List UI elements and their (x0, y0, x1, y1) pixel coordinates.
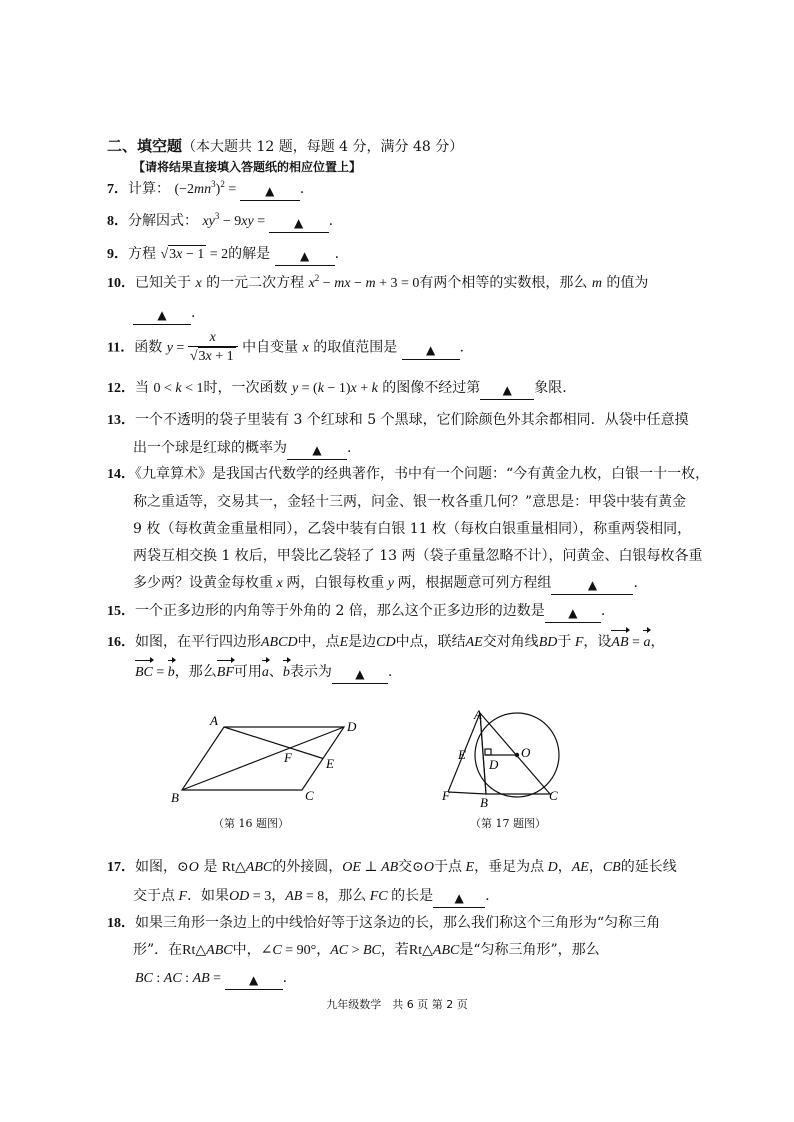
label-c: C (305, 788, 314, 803)
label-o: O (521, 745, 531, 760)
answer-blank[interactable]: ▲ (269, 215, 329, 233)
answer-blank[interactable]: ▲ (551, 577, 633, 595)
answer-blank[interactable]: ▲ (480, 382, 534, 400)
question-11: 11．函数 y = $\frac{x}{√3x + 1}$ 中自变量 x 的取值范围是 ▲ . (107, 330, 465, 364)
answer-blank[interactable]: ▲ (402, 342, 460, 360)
answer-blank[interactable]: ▲ (433, 890, 485, 908)
answer-blank[interactable]: ▲ (225, 972, 283, 990)
question-18-line3: BC : AC : AB = ▲ . (135, 968, 287, 990)
figure-16-parallelogram (160, 710, 380, 810)
label-f: F (284, 750, 292, 765)
label-e: E (326, 756, 334, 771)
page-footer: 九年级数学 共 6 页 第 2 页 (326, 998, 468, 1011)
label-b: B (171, 790, 179, 805)
answer-blank[interactable]: ▲ (275, 248, 335, 266)
question-14: 14．《九章算术》是我国古代数学的经典著作，书中有一个问题：“今有黄金九枚，白银一十一枚， (107, 466, 710, 482)
label-c: C (549, 788, 558, 803)
question-16: 16．如图，在平行四边形ABCD中，点E是边CD中点，联结AE交对角线BD于 F，设AB = a， (107, 632, 664, 653)
question-18-line2: 形”．在Rt△ABC中，∠C = 90°，AC > BC，若Rt△ABC是“匀称三角形”，那么 (133, 942, 600, 958)
answer-blank[interactable]: ▲ (133, 307, 191, 325)
answer-blank[interactable]: ▲ (287, 442, 347, 460)
question-14-line3: 9 枚（每枚黄金重量相同），乙袋中装有白银 11 枚（每枚白银重量相同），称重两袋相同， (133, 521, 692, 537)
section-title: 二、填空题（本大题共 12 题，每题 4 分，满分 48 分） (107, 137, 464, 155)
question-10: 10．已知关于 x 的一元二次方程 $x^2$ − mx − m + 3 = 0有两个相等的实数根，那么 m 的值为 (107, 273, 649, 291)
question-17: 17．如图，⊙O 是 Rt△ABC的外接圆，OE ⊥ AB交⊙O于点 E，垂足为点 D，AE，CB的延长线 (107, 859, 677, 875)
label-a: A (474, 707, 482, 722)
answer-blank[interactable]: ▲ (545, 605, 601, 623)
question-8: 8．分解因式： $xy^3 - 9xy$ = ▲ . (107, 211, 333, 233)
figure-17-caption: （第 17 题图） (470, 817, 546, 830)
question-9: 9．方程 √3x − 1 = 2的解是 ▲ . (107, 244, 339, 266)
answer-blank[interactable]: ▲ (332, 666, 388, 684)
question-14-line5: 多少两？设黄金每枚重 x 两，白银每枚重 y 两，根据题意可列方程组 ▲ . (133, 573, 638, 595)
question-13-line2: 出一个球是红球的概率为 ▲ . (133, 438, 351, 460)
diagonal-bd (182, 727, 344, 790)
label-f: F (442, 788, 450, 803)
question-18: 18．如果三角形一条边上的中线恰好等于这条边的长，那么我们称这个三角形为“匀称三角 (107, 915, 661, 931)
question-15: 15．一个正多边形的内角等于外角的 2 倍，那么这个正多边形的边数是 ▲ . (107, 601, 605, 623)
figure-17-circle (440, 703, 575, 808)
question-12: 12．当 0 < k < 1时，一次函数 y = (k − 1)x + k 的图像不经过第 ▲ 象限. (107, 378, 567, 400)
question-17-line2: 交于点 F．如果OD = 3，AB = 8，那么 FC 的长是 ▲ . (133, 886, 490, 908)
label-d: D (347, 719, 357, 734)
label-d: D (489, 757, 499, 772)
question-13: 13．一个不透明的袋子里装有 3 个红球和 5 个黑球，它们除颜色外其余都相同．从袋中任意摸 (107, 412, 689, 428)
question-16-line2: BC = b，那么BF可用a、b表示为 ▲ . (135, 662, 392, 684)
question-14-line2: 称之重适等，交易其一，金轻十三两，问金、银一枚各重几何？”意思是：甲袋中装有黄金 (133, 494, 687, 510)
question-14-line4: 两袋互相交换 1 枚后，甲袋比乙袋轻了 13 两（袋子重量忽略不计），问黄金、白银每枚各重 (133, 548, 703, 564)
answer-blank[interactable]: ▲ (240, 183, 300, 201)
question-7: 7．计算： $(-2mn^3)^2$ = ▲ . (107, 179, 304, 201)
question-10-answer-line: ▲ . (133, 303, 195, 325)
label-b: B (480, 795, 488, 808)
label-a: A (210, 713, 218, 728)
figure-16-caption: （第 16 题图） (213, 817, 289, 830)
label-e: E (458, 747, 466, 762)
section-instruction: 【请将结果直接填入答题纸的相应位置上】 (133, 160, 362, 174)
